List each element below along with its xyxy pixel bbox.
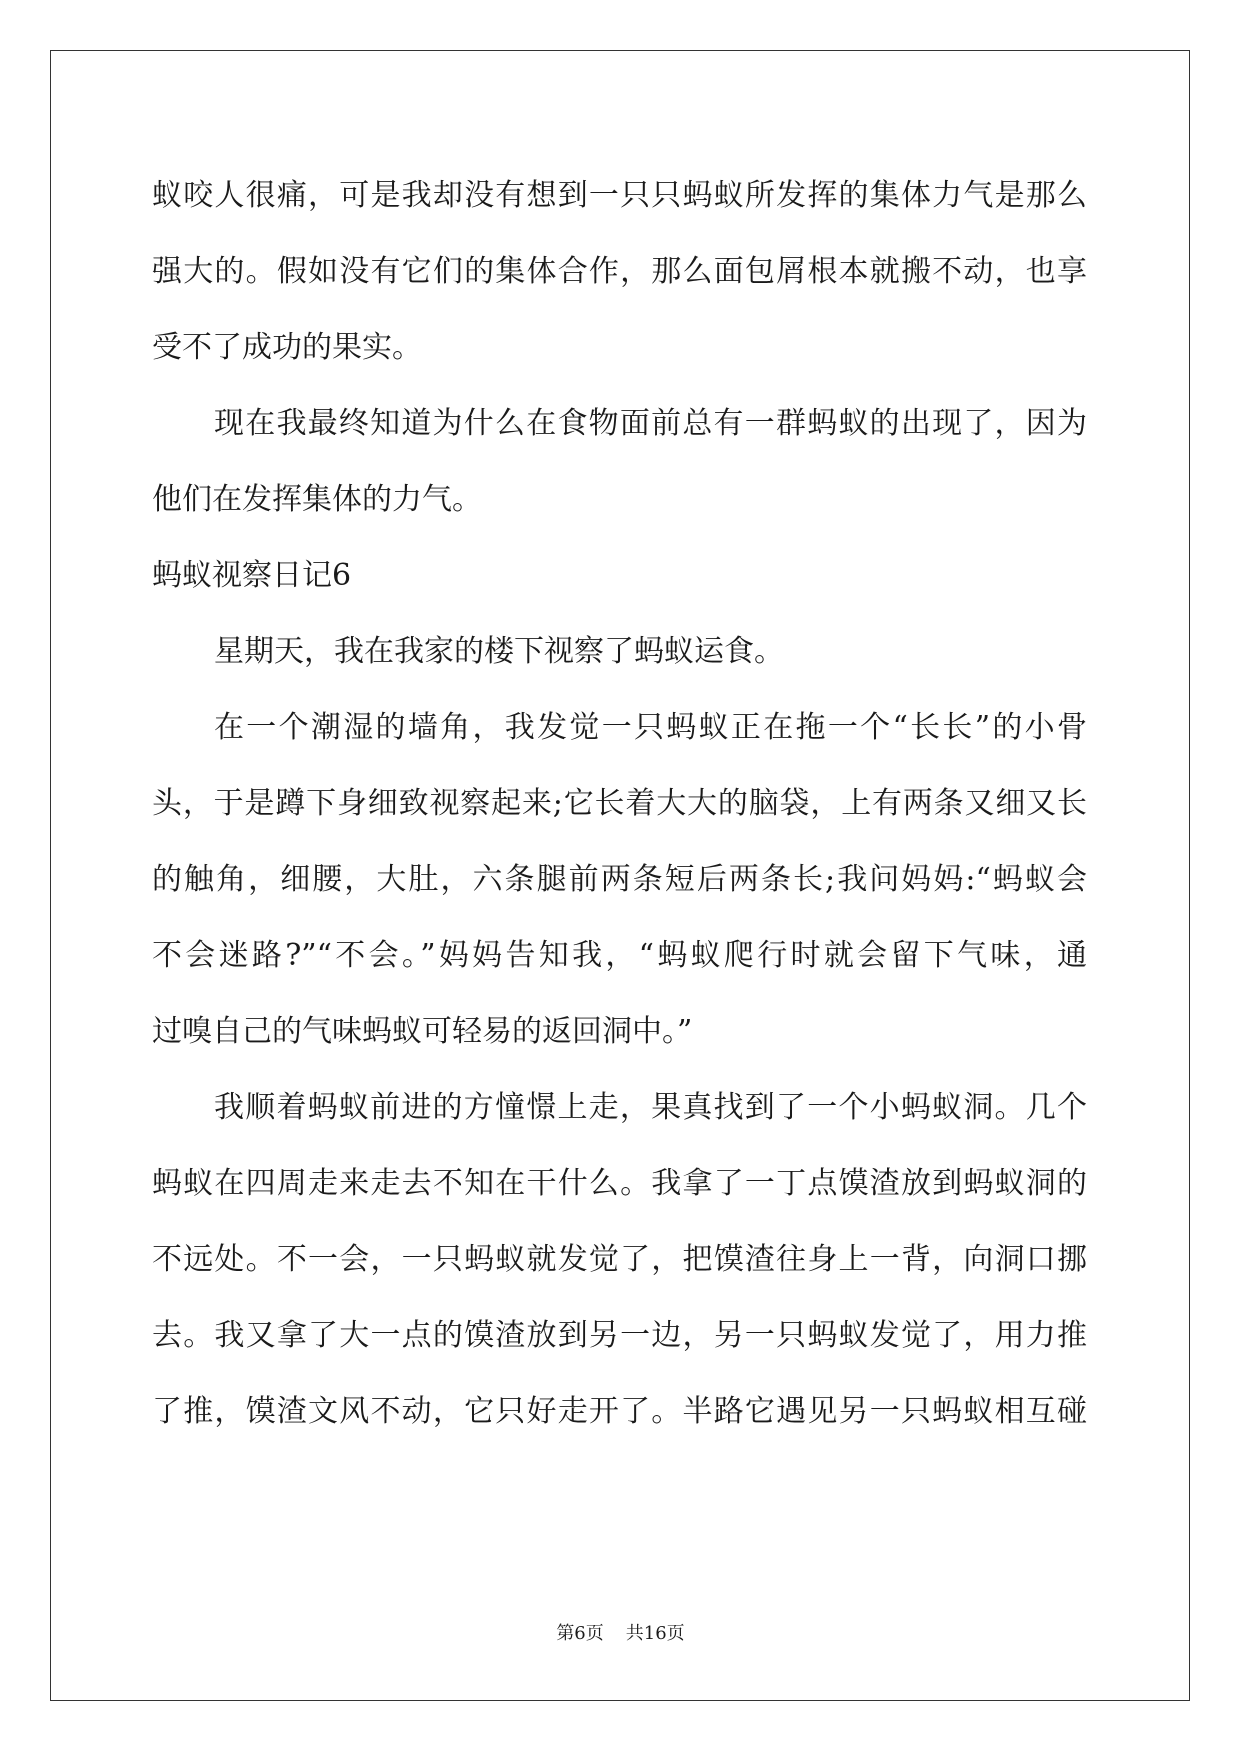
paragraph-first-line: 星期天，我在我家的楼下视察了蚂蚁运食。 <box>214 634 784 669</box>
text-line: 不远处。不一会，一只蚂蚁就发觉了，把馍渣往身上一背，向洞口挪 <box>152 1242 1087 1277</box>
page-number: 第6页 <box>556 1623 604 1644</box>
text-line: 蚂蚁在四周走来走去不知在干什么。我拿了一丁点馍渣放到蚂蚁洞的 <box>152 1166 1087 1201</box>
text-line: 的触角，细腰，大肚，六条腿前两条短后两条长;我问妈妈:“蚂蚁会 <box>152 862 1087 897</box>
page-total: 共16页 <box>625 1623 685 1644</box>
text-line: 蚁咬人很痛，可是我却没有想到一只只蚂蚁所发挥的集体力气是那么 <box>152 178 1087 213</box>
text-line: 他们在发挥集体的力气。 <box>152 482 482 517</box>
text-line: 了推，馍渣文风不动，它只好走开了。半路它遇见另一只蚂蚁相互碰 <box>152 1394 1087 1429</box>
text-line: 去。我又拿了大一点的馍渣放到另一边，另一只蚂蚁发觉了，用力推 <box>152 1318 1087 1353</box>
text-line: 头，于是蹲下身细致视察起来;它长着大大的脑袋，上有两条又细又长 <box>152 786 1087 821</box>
paragraph-first-line: 我顺着蚂蚁前进的方憧憬上走，果真找到了一个小蚂蚁洞。几个 <box>214 1090 1087 1125</box>
paragraph-first-line: 在一个潮湿的墙角，我发觉一只蚂蚁正在拖一个“长长”的小骨 <box>214 710 1087 745</box>
page-footer <box>0 1619 1241 1645</box>
text-line: 受不了成功的果实。 <box>152 330 422 365</box>
section-heading: 蚂蚁视察日记6 <box>152 558 352 593</box>
text-line: 强大的。假如没有它们的集体合作，那么面包屑根本就搬不动，也享 <box>152 254 1087 289</box>
text-line: 过嗅自己的气味蚂蚁可轻易的返回洞中。” <box>152 1014 693 1049</box>
paragraph-first-line: 现在我最终知道为什么在食物面前总有一群蚂蚁的出现了，因为 <box>214 406 1087 441</box>
text-line: 不会迷路?”“不会。”妈妈告知我，“蚂蚁爬行时就会留下气味，通 <box>152 938 1087 973</box>
document-body <box>152 158 1087 1450</box>
